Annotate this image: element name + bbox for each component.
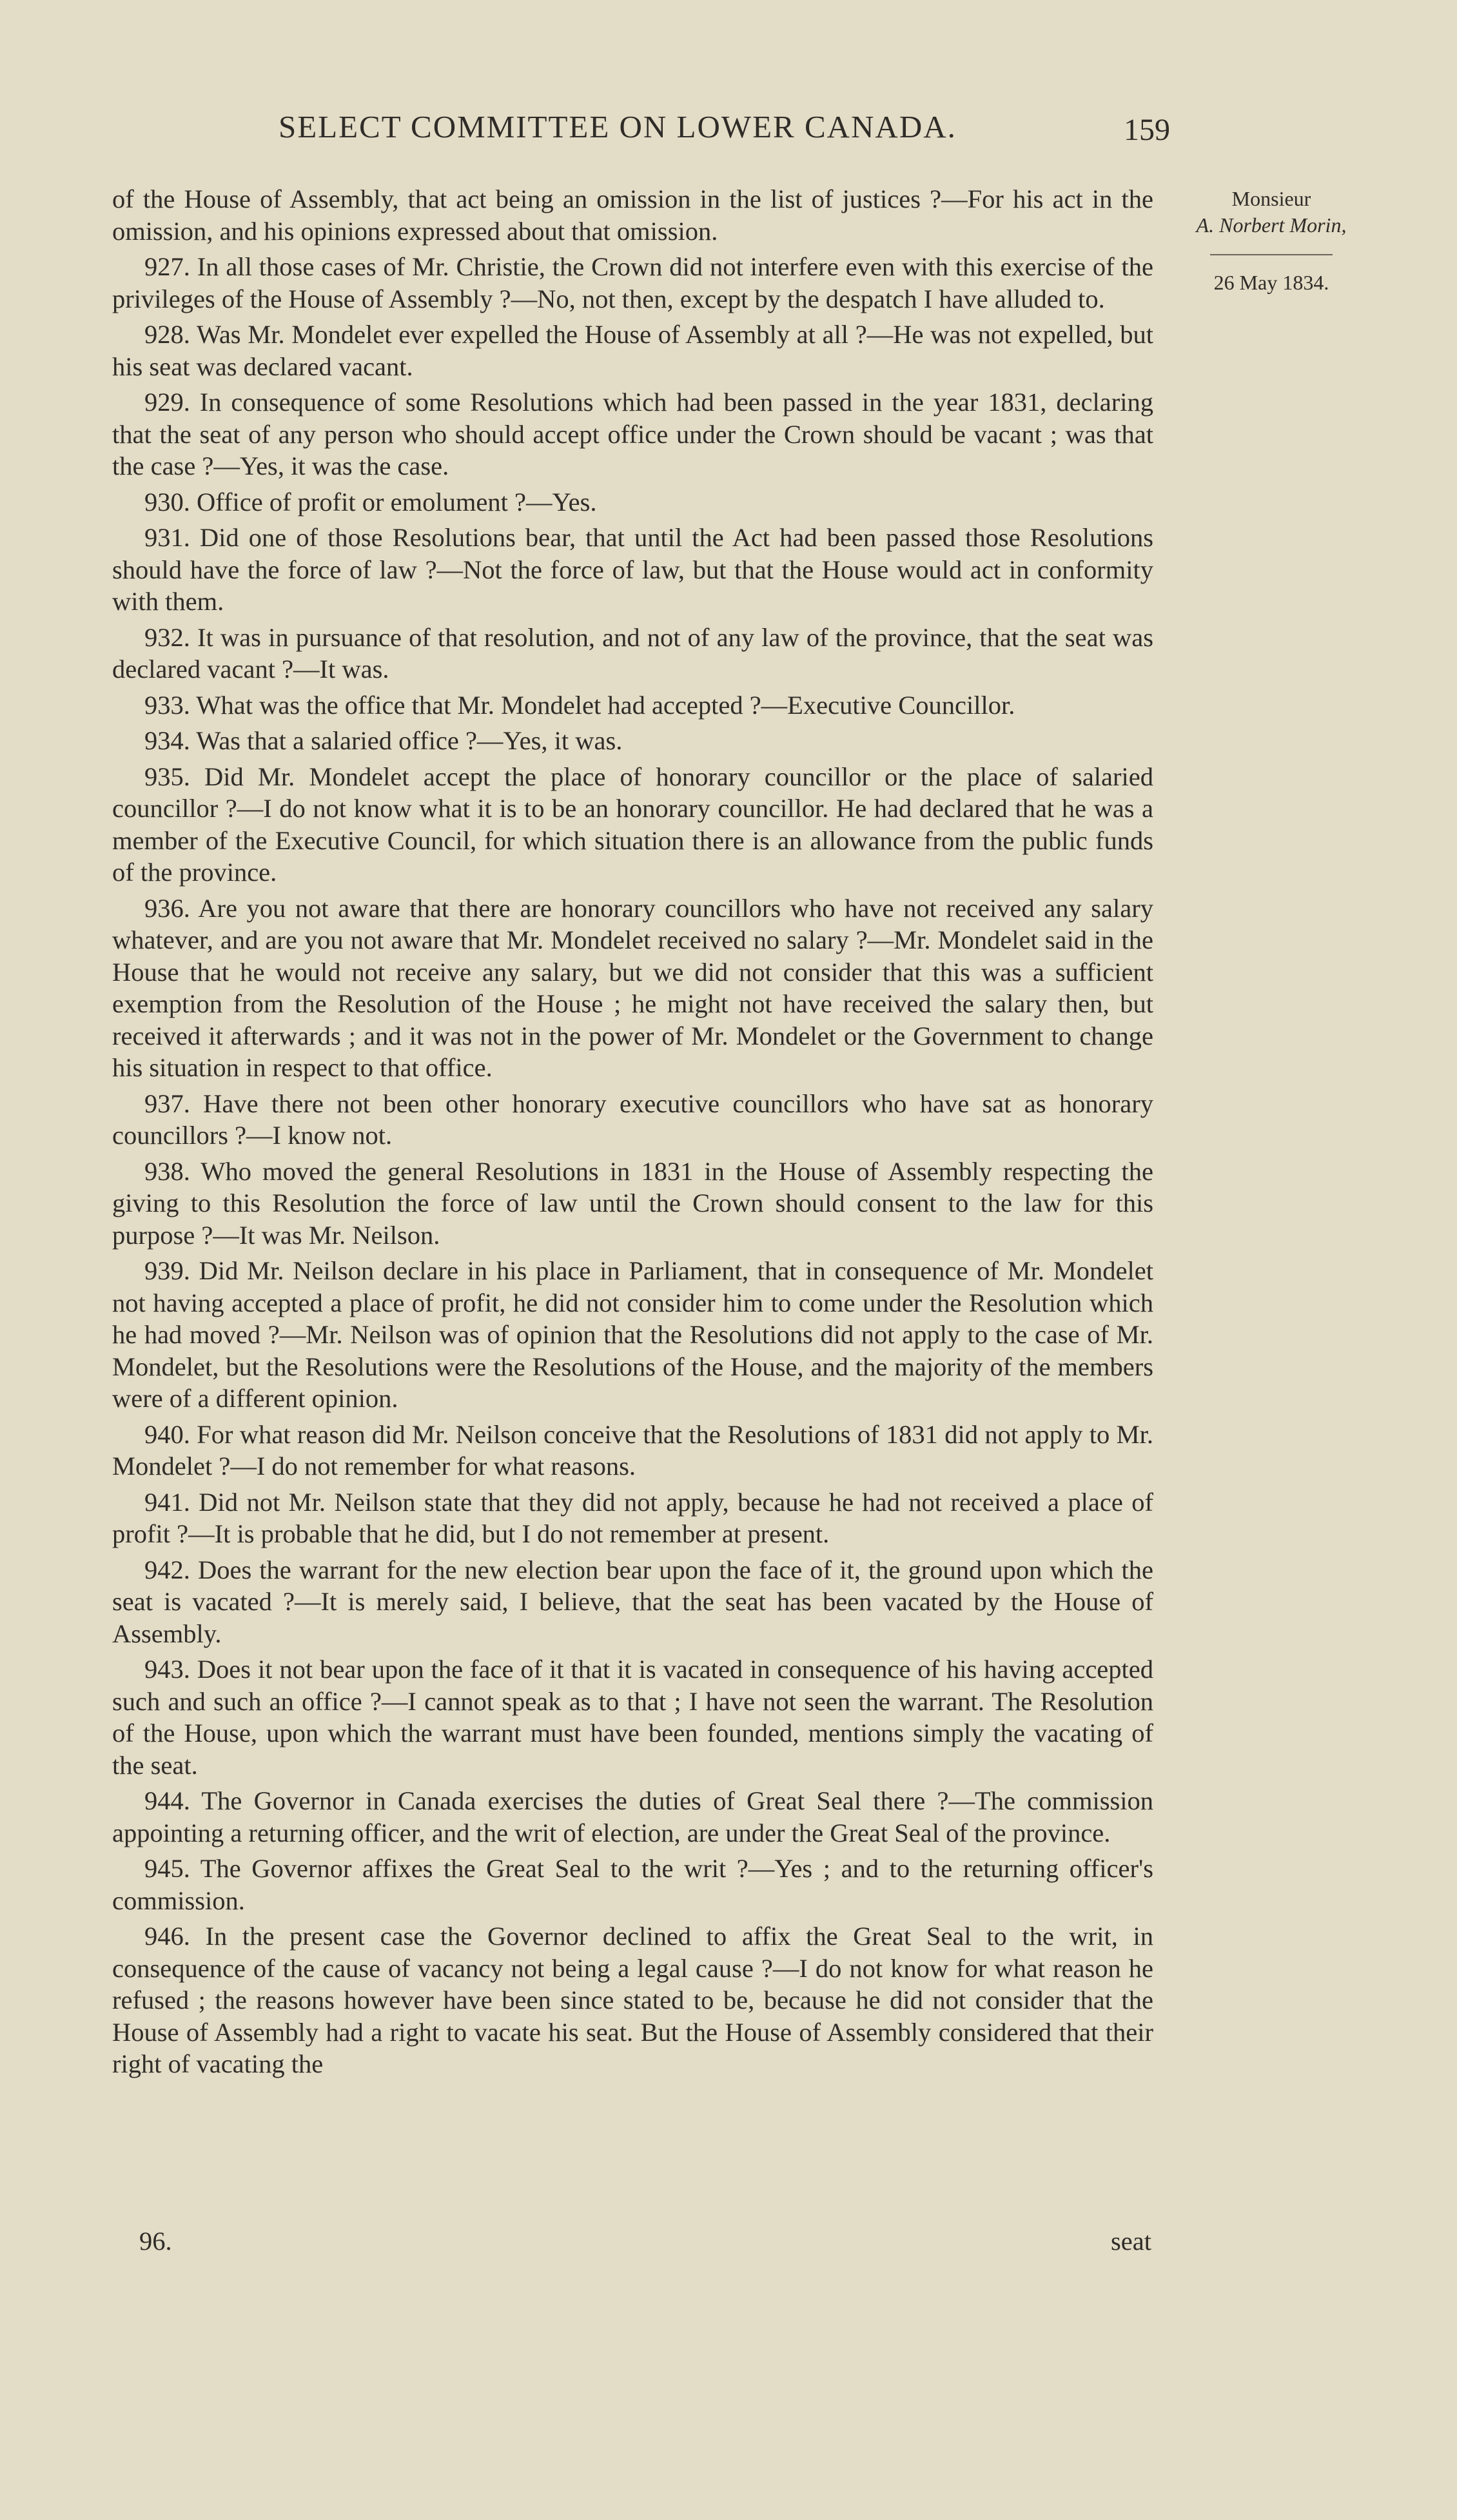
paragraph: 937. Have there not been other honorary executive councillors who have sat as honorary councillors ?—I know not.: [112, 1088, 1153, 1150]
witness-title: Monsieur: [1231, 187, 1311, 210]
paragraph: 946. In the present case the Governor declined to affix the Great Seal to the writ, in consequence of the cause of vacancy not being a legal cause ?—I do not know for what reason he refused ; the reasons however have been since stated to be, because he did not consider that the House of Assembly had a right to vacate his seat. But the House of Assembly considered that their right of vacating the: [112, 1922, 1153, 2078]
paragraph: 938. Who moved the general Resolutions in 1831 in the House of Assembly respecting the giving to this Resolution the force of law until the Crown should consent to the law for this purpose ?—It was Mr. Neilson.: [112, 1156, 1153, 1250]
paragraph: 931. Did one of those Resolutions bear, that until the Act had been passed those Resolutions should have the force of law ?—Not the force of law, but that the House would act in conformity with them.: [112, 523, 1153, 616]
testimony-date: 26 May 1834.: [1213, 271, 1329, 294]
paragraph: 933. What was the office that Mr. Mondelet had accepted ?—Executive Councillor.: [144, 690, 1015, 720]
paragraph: 930. Office of profit or emolument ?—Yes.: [144, 487, 597, 517]
paragraph: 944. The Governor in Canada exercises the duties of Great Seal there ?—The commission appointing a returning officer, and the writ of election, are under the Great Seal of the province.: [112, 1786, 1153, 1847]
page-footer: [139, 2226, 1151, 2265]
witness-name: A. Norbert Morin,: [1196, 213, 1347, 237]
paragraph: 927. In all those cases of Mr. Christie, the Crown did not interfere even with this exercise of the privileges of the House of Assembly ?—No, not then, except by the despatch I have alluded to.: [112, 252, 1153, 313]
paragraph: 929. In consequence of some Resolutions which had been passed in the year 1831, declaring that the seat of any person who should accept office under the Crown should be vacant ; was that the case ?—Yes, it was the case.: [112, 388, 1153, 480]
paragraph: 939. Did Mr. Neilson declare in his place in Parliament, that in consequence of Mr. Mondelet not having accepted a place of profit, he did not consider him to come under the Resolution which he had moved ?—Mr. Neilson was of opinion that the Resolutions did not apply to the case of Mr. Mondelet, but the Resolutions were the Resolutions of the House, and the majority of the members were of a different opinion.: [112, 1256, 1153, 1413]
testimony-body: [112, 183, 1153, 2084]
paragraph: 940. For what reason did Mr. Neilson conceive that the Resolutions of 1831 did not apply to Mr. Mondelet ?—I do not remember for what reasons.: [112, 1419, 1153, 1481]
margin-note: [1168, 186, 1374, 296]
paragraph: 934. Was that a salaried office ?—Yes, it was.: [144, 726, 623, 755]
paragraph: 928. Was Mr. Mondelet ever expelled the House of Assembly at all ?—He was not expelled, but his seat was declared vacant.: [112, 320, 1153, 381]
running-header: [116, 108, 1170, 160]
signature-mark: 96.: [139, 2227, 172, 2256]
paragraph: 945. The Governor affixes the Great Seal to the writ ?—Yes ; and to the returning officer's commission.: [112, 1854, 1153, 1915]
paragraph: 936. Are you not aware that there are honorary councillors who have not received any salary whatever, and are you not aware that Mr. Mondelet received no salary ?—Mr. Mondelet said in the House that he would not receive any salary, but we did not consider that this was a sufficient exemption from the Resolution of the House ; he might not have received the salary then, but received it afterwards ; and it was not in the power of Mr. Mondelet or the Government to change his situation in respect to that office.: [112, 893, 1153, 1082]
paragraph: of the House of Assembly, that act being an omission in the list of justices ?—For his act in the omission, and his opinions expressed about that omission.: [112, 184, 1153, 246]
margin-rule: [1210, 254, 1333, 255]
page-number: 159: [1124, 113, 1170, 147]
paragraph: 943. Does it not bear upon the face of it that it is vacated in consequence of his having accepted such and such an office ?—I cannot speak as to that ; I have not seen the warrant. The Resolution of the House, upon which the warrant must have been founded, mentions simply the vacating of the seat.: [112, 1655, 1153, 1780]
paragraph: 941. Did not Mr. Neilson state that they did not apply, because he had not received a place of profit ?—It is probable that he did, but I do not remember at present.: [112, 1487, 1153, 1548]
page-title: SELECT COMMITTEE ON LOWER CANADA.: [279, 109, 957, 144]
paragraph: 942. Does the warrant for the new election bear upon the face of it, the ground upon which the seat is vacated ?—It is merely said, I believe, that the seat has been vacated by the House of Assembly.: [112, 1555, 1153, 1648]
paragraph: 935. Did Mr. Mondelet accept the place of honorary councillor or the place of salaried councillor ?—I do not know what it is to be an honorary councillor. He had declared that he was a member of the Executive Council, for which situation there is an allowance from the public funds of the province.: [112, 762, 1153, 887]
paragraph: 932. It was in pursuance of that resolution, and not of any law of the province, that the seat was declared vacant ?—It was.: [112, 622, 1153, 684]
catchword: seat: [1111, 2227, 1151, 2256]
